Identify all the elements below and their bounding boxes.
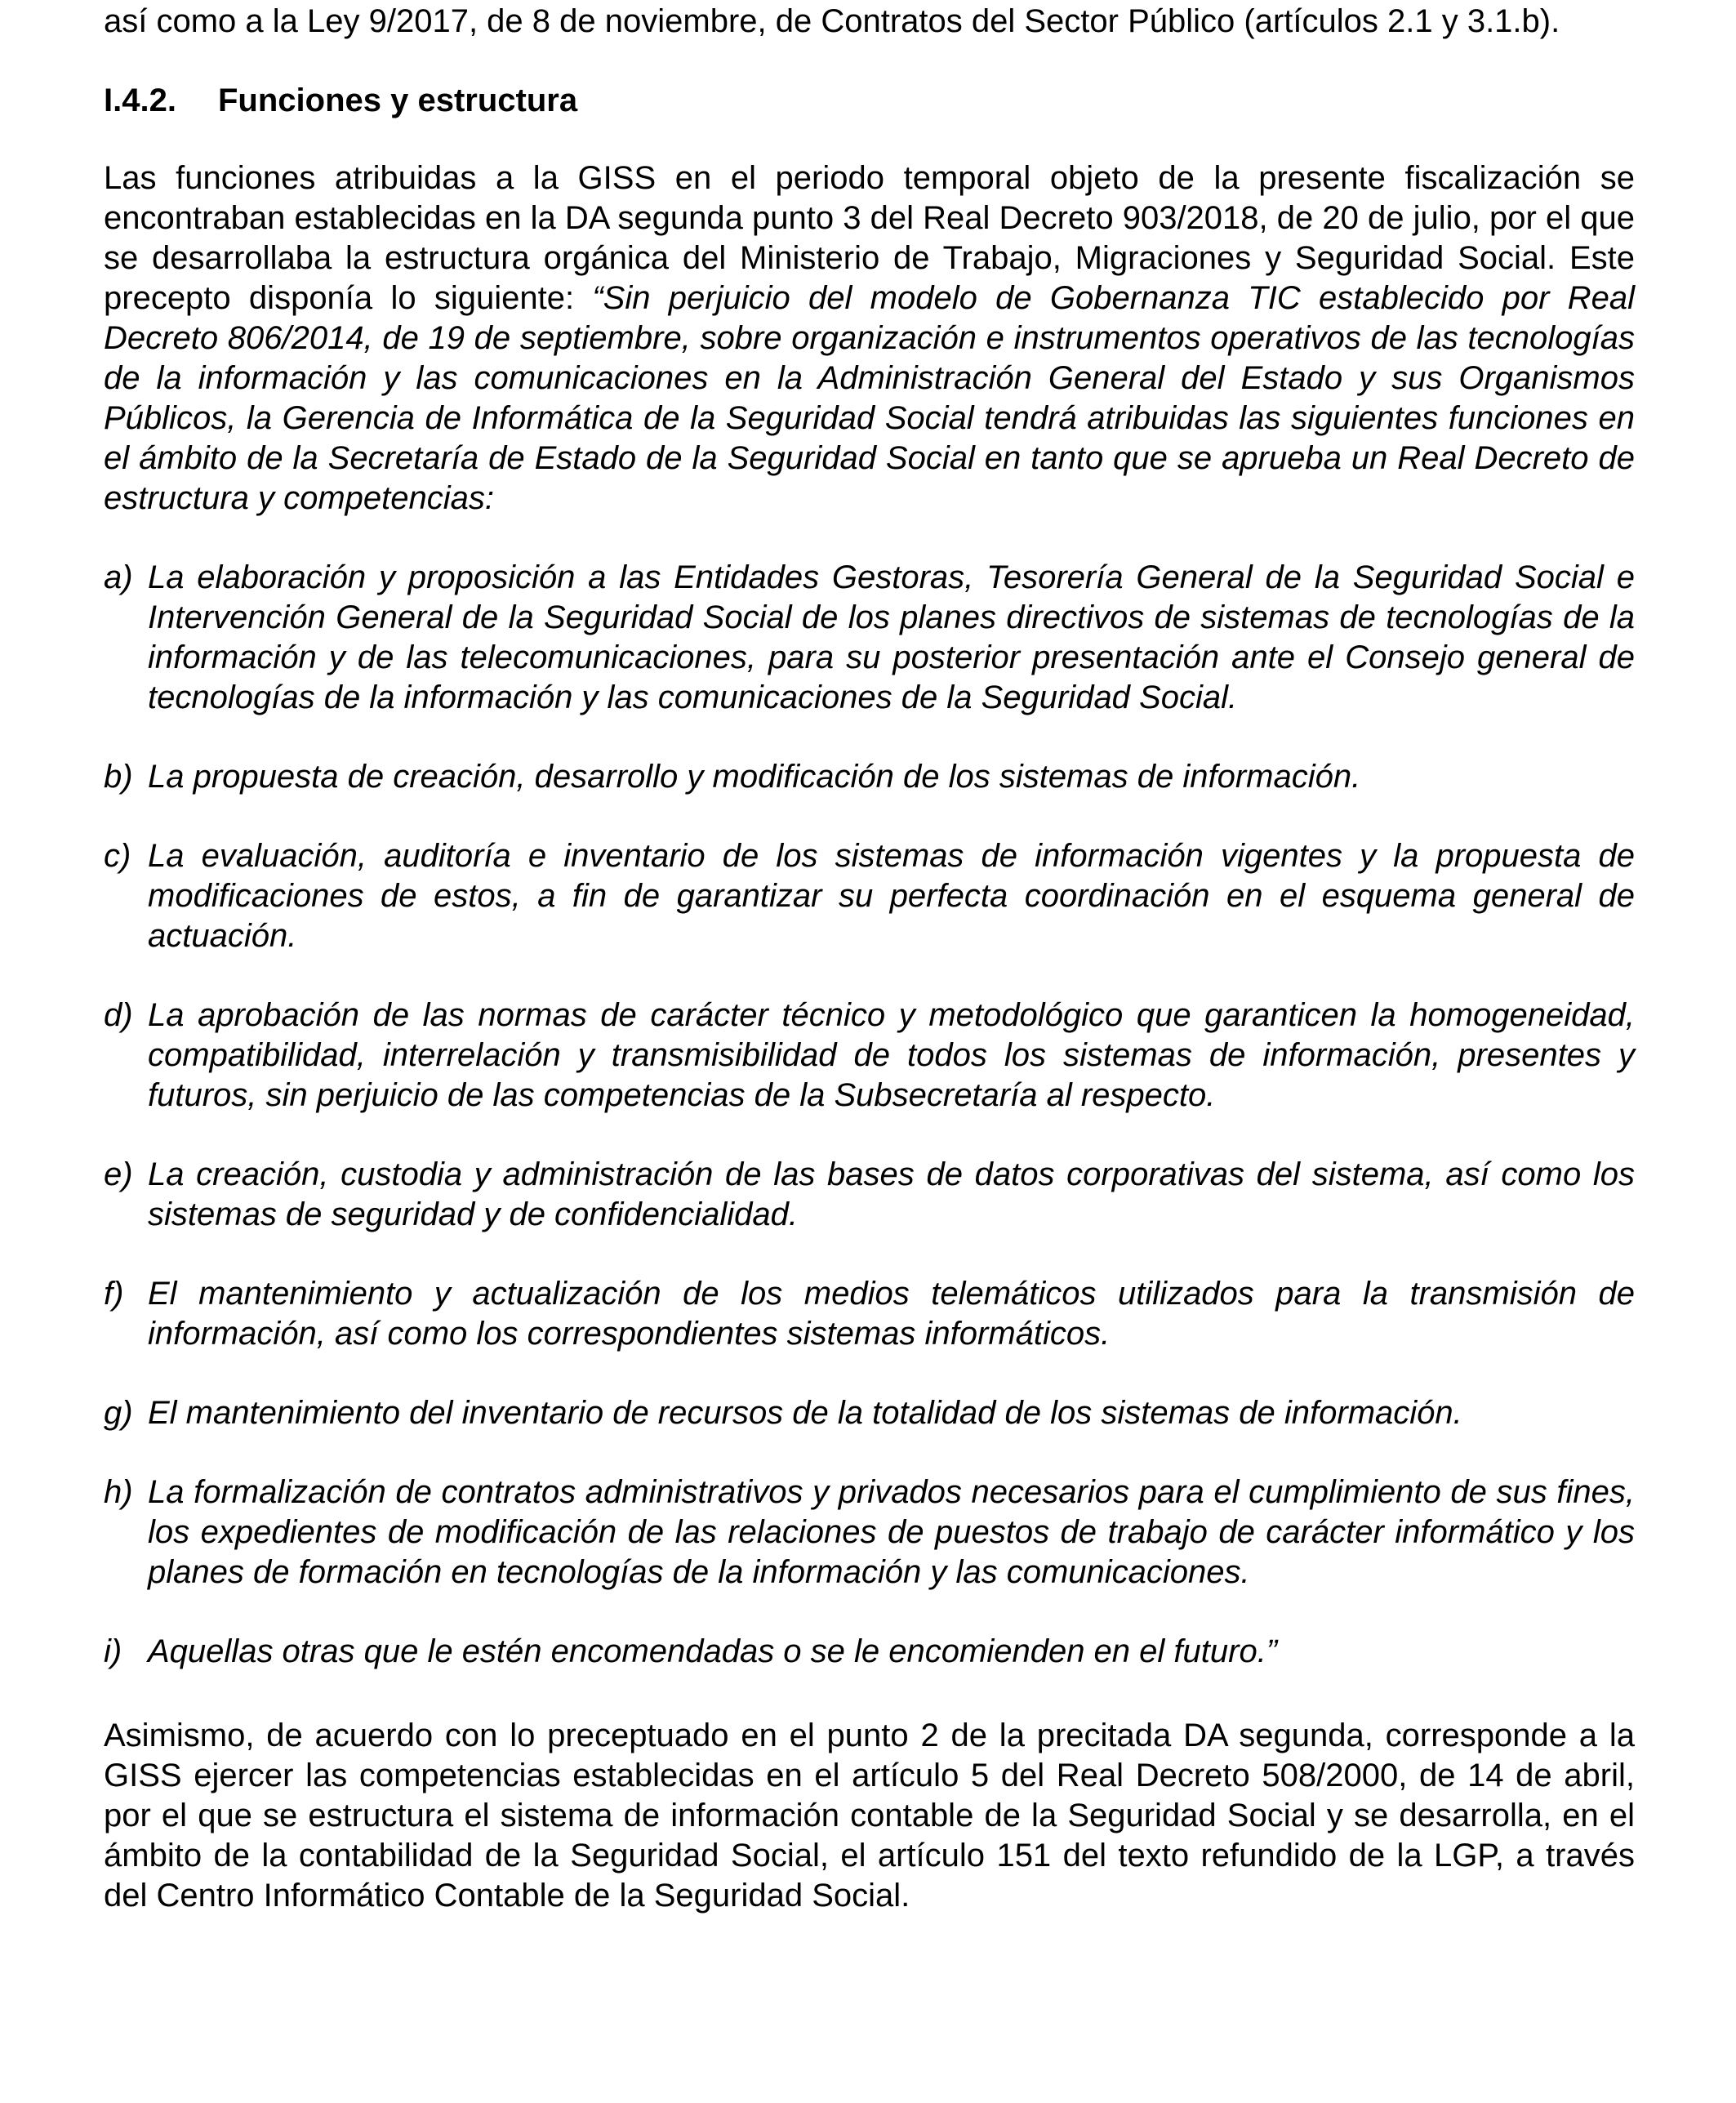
- list-item-text: La propuesta de creación, desarrollo y modificación de los sistemas de información.: [148, 759, 1361, 795]
- list-item-marker: b): [104, 759, 133, 795]
- list-item: [104, 1155, 1635, 1235]
- document-page: [104, 2, 1635, 1916]
- list-item-marker: h): [104, 1474, 133, 1510]
- list-item-text: El mantenimiento del inventario de recursos de la totalidad de los sistemas de información.: [148, 1395, 1462, 1431]
- list-item-marker: f): [104, 1276, 124, 1312]
- list-item: [104, 836, 1635, 956]
- list-item-marker: d): [104, 997, 133, 1033]
- list-item-text: La evaluación, auditoría e inventario de los sistemas de información vigentes y la propuesta de modificaciones de estos, a fin de garantizar su perfecta coordinación en el esquema general de actuación.: [148, 838, 1635, 954]
- section-heading: [104, 81, 1635, 121]
- list-item: [104, 1393, 1635, 1433]
- closing-paragraph: Asimismo, de acuerdo con lo preceptuado en el punto 2 de la precitada DA segunda, corresponde a la GISS ejercer las competencias establecidas en el artículo 5 del Real Decreto 508/2000, de 14 de abril, por el que se estructura el sistema de información contable de la Seguridad Social y se desarrolla, en el ámbito de la contabilidad de la Seguridad Social, el artículo 151 del texto refundido de la LGP, a través del Centro Informático Contable de la Seguridad Social.: [104, 1718, 1635, 1914]
- list-item: [104, 996, 1635, 1116]
- list-item: [104, 558, 1635, 718]
- list-item: [104, 1473, 1635, 1593]
- list-item-text: La elaboración y proposición a las Entidades Gestoras, Tesorería General de la Seguridad Social e Intervención General de la Seguridad Social de los planes directivos de sistemas de tecnologías de la información y de las telecomunicaciones, para su posterior presentación ante el Consejo general de tecnologías de la información y las comunicaciones de la Seguridad Social.: [148, 559, 1635, 715]
- list-item: [104, 757, 1635, 797]
- list-item-text: Aquellas otras que le estén encomendadas o se le encomienden en el futuro.”: [148, 1633, 1278, 1669]
- list-item-marker: a): [104, 559, 133, 595]
- functions-paragraph: [104, 158, 1635, 519]
- section-number: I.4.2.: [104, 82, 176, 118]
- quoted-decree-text: “Sin perjuicio del modelo de Gobernanza TIC establecido por Real Decreto 806/2014, de 19 de septiembre, sobre organización e instrumentos operativos de las tecnologías de la información y las comunicaciones en la Administración General del Estado y sus Organismos Públicos, la Gerencia de Informática de la Seguridad Social tendrá atribuidas las siguientes funciones en el ámbito de la Secretaría de Estado de la Seguridad Social en tanto que se aprueba un Real Decreto de estructura y competencias:: [104, 280, 1635, 516]
- list-item-text: La creación, custodia y administración de las bases de datos corporativas del sistema, así como los sistemas de seguridad y de confidencialidad.: [148, 1156, 1635, 1232]
- list-item-marker: g): [104, 1395, 133, 1431]
- list-item-text: La formalización de contratos administrativos y privados necesarios para el cumplimiento de sus fines, los expedientes de modificación de las relaciones de puestos de trabajo de carácter informático y los planes de formación en tecnologías de la información y las comunicaciones.: [148, 1474, 1635, 1590]
- list-item-text: El mantenimiento y actualización de los medios telemáticos utilizados para la transmisión de información, así como los correspondientes sistemas informáticos.: [148, 1276, 1635, 1352]
- functions-paragraph-text: Las funciones atribuidas a la GISS en el periodo temporal objeto de la presente fiscalización se encontraban establecidas en la DA segunda punto 3 del Real Decreto 903/2018, de 20 de julio, por el que se desarrollaba la estructura orgánica del Ministerio de Trabajo, Migraciones y Seguridad Social. Este precepto disponía lo siguiente:: [104, 160, 1635, 316]
- list-item-text: La aprobación de las normas de carácter técnico y metodológico que garanticen la homogeneidad, compatibilidad, interrelación y transmisibilidad de todos los sistemas de información, presentes y futuros, sin perjuicio de las competencias de la Subsecretaría al respecto.: [148, 997, 1635, 1113]
- section-title: Funciones y estructura: [218, 82, 578, 118]
- list-item-marker: c): [104, 838, 131, 874]
- list-item: [104, 1632, 1635, 1672]
- list-item-marker: e): [104, 1156, 133, 1192]
- intro-paragraph: así como a la Ley 9/2017, de 8 de noviembre, de Contratos del Sector Público (artículos 2.1 y 3.1.b).: [104, 3, 1560, 39]
- list-item-marker: i): [104, 1633, 122, 1669]
- list-item: [104, 1274, 1635, 1354]
